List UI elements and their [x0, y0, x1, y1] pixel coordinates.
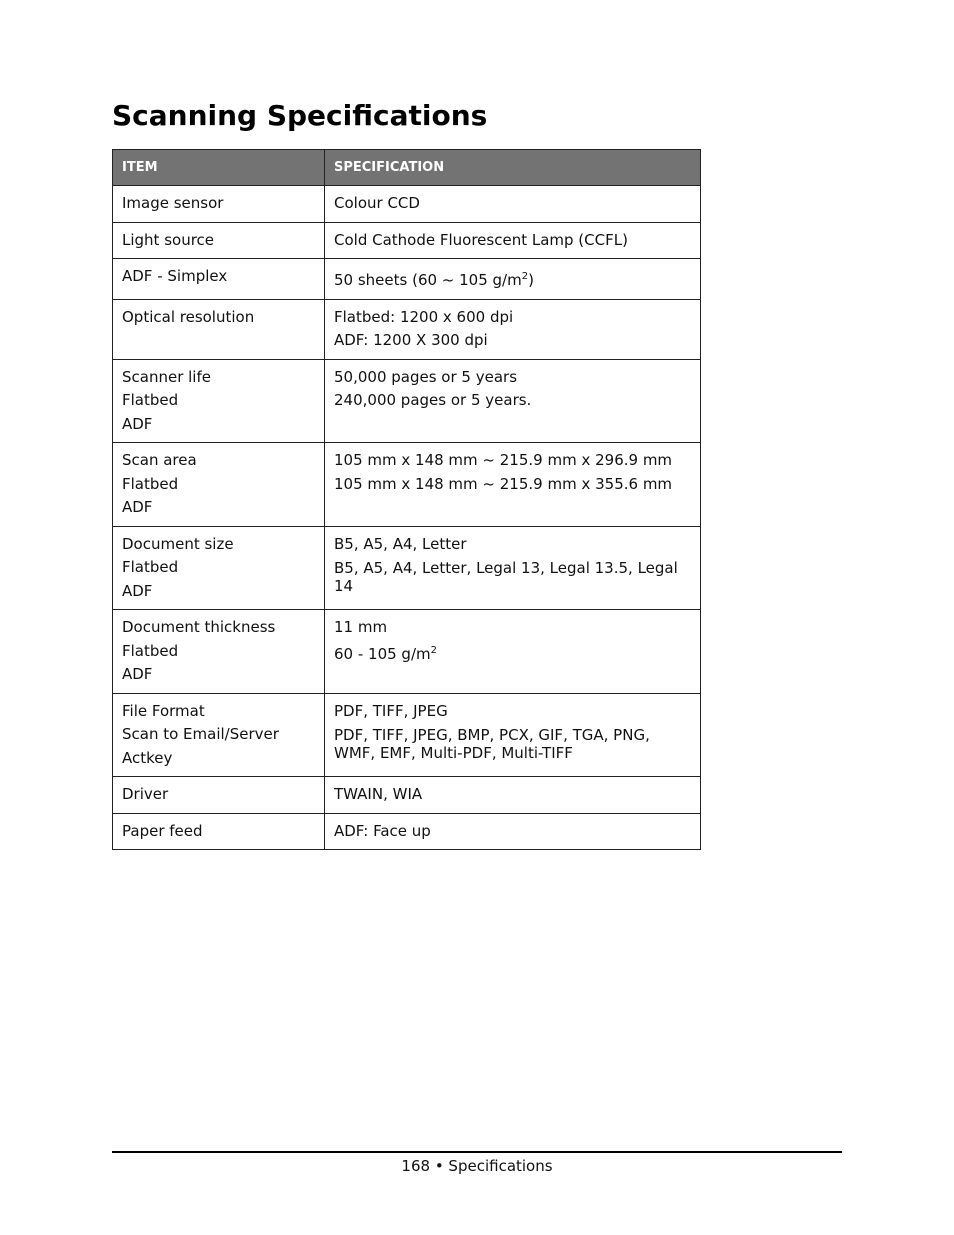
item-line: Document thickness: [122, 618, 276, 636]
item-line: Actkey: [122, 748, 173, 767]
item-line: Document size: [122, 534, 234, 553]
page-footer: 168 • Specifications: [401, 1157, 553, 1175]
item-line: ADF: [122, 414, 153, 433]
spec-cell: [325, 443, 701, 527]
item-cell: Light source: [113, 222, 325, 259]
spec-line: B5, A5, A4, Letter: [334, 534, 467, 553]
spec-line: PDF, TIFF, JPEG, BMP, PCX, GIF, TGA, PNG, WMF, EMF, Multi-PDF, Multi-TIFF: [334, 726, 650, 762]
spec-cell: Colour CCD: [325, 186, 701, 223]
spec-cell: Cold Cathode Fluorescent Lamp (CCFL): [325, 222, 701, 259]
item-cell: [113, 693, 325, 777]
item-cell: Paper feed: [113, 813, 325, 850]
superscript: 2: [521, 271, 529, 282]
table-row: [113, 693, 701, 777]
item-cell: [113, 610, 325, 694]
spec-cell: TWAIN, WIA: [325, 777, 701, 814]
spec-line: 11 mm: [334, 618, 388, 636]
spec-cell: [325, 693, 701, 777]
spec-line: 105 mm x 148 mm ~ 215.9 mm x 296.9 mm: [334, 451, 673, 469]
spec-line: ADF: 1200 X 300 dpi: [334, 331, 488, 349]
spec-text: ): [528, 271, 534, 289]
table-row: [113, 610, 701, 694]
spec-line: 50,000 pages or 5 years: [334, 367, 518, 386]
item-cell: ADF - Simplex: [113, 259, 325, 300]
table-row: [113, 222, 701, 259]
spec-text: 50 sheets (60 ~ 105 g/m: [334, 271, 522, 289]
item-line: ADF: [122, 581, 153, 600]
item-cell: Image sensor: [113, 186, 325, 223]
table-row: [113, 359, 701, 443]
spec-text: 60 - 105 g/m: [334, 644, 431, 663]
item-line: Scan area: [122, 451, 197, 469]
table-row: [113, 259, 701, 300]
item-line: File Format: [122, 701, 205, 720]
spec-line: [334, 643, 691, 667]
table-row: [113, 813, 701, 850]
spec-cell: [325, 299, 701, 359]
spec-cell: [325, 610, 701, 694]
superscript: 2: [430, 644, 437, 656]
item-cell: [113, 359, 325, 443]
item-line: Flatbed: [122, 474, 179, 493]
item-cell: Optical resolution: [113, 299, 325, 359]
table-header-row: [113, 150, 701, 186]
spec-line: 105 mm x 148 mm ~ 215.9 mm x 355.6 mm: [334, 474, 673, 493]
footer-divider: [112, 1151, 842, 1153]
spec-cell: [325, 526, 701, 610]
item-cell: [113, 526, 325, 610]
table-row: [113, 777, 701, 814]
item-line: Scan to Email/Server: [122, 725, 279, 743]
table-row: [113, 186, 701, 223]
spec-line: B5, A5, A4, Letter, Legal 13, Legal 13.5, Legal 14: [334, 559, 678, 595]
item-cell: [113, 443, 325, 527]
item-line: ADF: [122, 498, 153, 516]
item-line: Scanner life: [122, 367, 211, 386]
spec-line: 240,000 pages or 5 years.: [334, 391, 532, 409]
item-line: Flatbed: [122, 558, 179, 576]
column-header-specification: SPECIFICATION: [325, 150, 701, 186]
spec-line: Flatbed: 1200 x 600 dpi: [334, 307, 514, 326]
spec-line: PDF, TIFF, JPEG: [334, 701, 448, 720]
spec-cell: ADF: Face up: [325, 813, 701, 850]
item-line: Flatbed: [122, 641, 179, 660]
item-line: ADF: [122, 665, 153, 683]
table-row: [113, 443, 701, 527]
page-title: Scanning Specifications: [112, 99, 488, 132]
spec-cell: [325, 259, 701, 300]
scanning-spec-table: [112, 149, 701, 850]
item-line: Flatbed: [122, 391, 179, 409]
item-cell: Driver: [113, 777, 325, 814]
spec-cell: [325, 359, 701, 443]
column-header-item: ITEM: [113, 150, 325, 186]
table-row: [113, 299, 701, 359]
table-row: [113, 526, 701, 610]
